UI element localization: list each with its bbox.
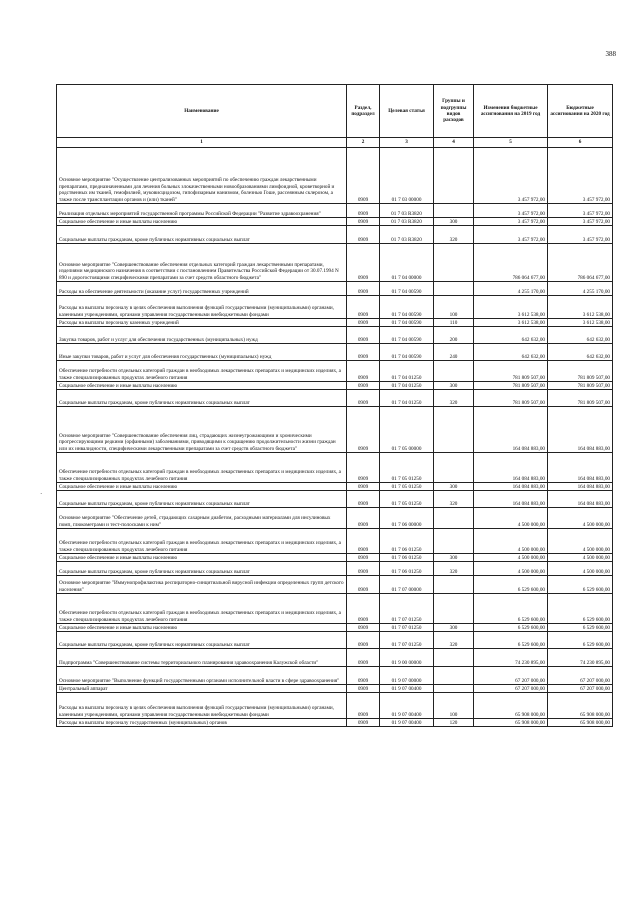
table-row [57, 649, 613, 667]
row-amount-2020: 3 612 538,00 [548, 296, 613, 319]
table-body [57, 148, 613, 727]
row-section: 0909 [347, 632, 380, 649]
row-target: 01 7 07 01250 [380, 594, 434, 624]
row-section: 0909 [347, 685, 380, 693]
row-group: 120 [434, 719, 474, 727]
row-section: 0909 [347, 594, 380, 624]
row-name: Социальные выплаты гражданам, кроме публичных нормативных социальных выплат [57, 632, 347, 649]
row-target: 01 7 03 R3820 [380, 218, 434, 226]
row-group: 300 [434, 483, 474, 491]
row-amount-2020: 6 529 600,00 [548, 594, 613, 624]
row-name: Обеспечение потребности отдельных категорий граждан в необходимых лекарственных препаратах и медицинских изделиях, а также специализированных продуктах лечебного питания [57, 453, 347, 483]
row-target: 01 7 05 01250 [380, 453, 434, 483]
row-group [434, 407, 474, 453]
row-amount-2020: 6 529 600,00 [548, 632, 613, 649]
page-number: 388 [605, 50, 616, 58]
row-amount-2020: 3 457 972,00 [548, 226, 613, 244]
row-group: 320 [434, 562, 474, 576]
table-row [57, 491, 613, 508]
row-amount-2020: 3 457 972,00 [548, 204, 613, 218]
row-amount-2019: 4 500 000,00 [474, 508, 548, 529]
row-group: 320 [434, 226, 474, 244]
row-amount-2020: 4 500 000,00 [548, 508, 613, 529]
row-amount-2019: 74 230 895,00 [474, 649, 548, 667]
row-amount-2020: 67 207 000,00 [548, 685, 613, 693]
table-row [57, 685, 613, 693]
row-target: 01 7 05 01250 [380, 483, 434, 491]
row-name: Закупка товаров, работ и услуг для обеспечения государственных (муниципальных) нужд [57, 327, 347, 344]
table-header-row [57, 85, 613, 138]
row-name: Расходы на обеспечение деятельности (оказание услуг) государственных учреждений [57, 282, 347, 296]
table-row [57, 693, 613, 719]
row-section: 0909 [347, 554, 380, 562]
row-group [434, 508, 474, 529]
row-amount-2019: 164 084 883,00 [474, 453, 548, 483]
header-amount-2020: Бюджетные ассигнования на 2020 год [548, 85, 613, 138]
column-number: 5 [474, 138, 548, 148]
row-name: Подпрограмма "Совершенствование системы территориального планирования здравоохранения Калужской области" [57, 649, 347, 667]
header-amount-2019: Изменения бюджетные ассигнования на 2019 год [474, 85, 548, 138]
table-row [57, 319, 613, 327]
row-target: 01 7 06 01250 [380, 554, 434, 562]
header-groups: Группы и подгруппы видов расходов [434, 85, 474, 138]
row-amount-2019: 642 632,00 [474, 327, 548, 344]
row-name: Социальные выплаты гражданам, кроме публичных нормативных социальных выплат [57, 491, 347, 508]
row-group: 320 [434, 491, 474, 508]
row-section: 0909 [347, 344, 380, 361]
row-name: Социальные выплаты гражданам, кроме публичных нормативных социальных выплат [57, 390, 347, 407]
row-target: 01 7 04 00590 [380, 327, 434, 344]
row-target: 01 9 07 00400 [380, 719, 434, 727]
row-amount-2020: 65 908 000,00 [548, 693, 613, 719]
row-amount-2019: 6 529 600,00 [474, 624, 548, 632]
row-group [434, 204, 474, 218]
row-group: 200 [434, 327, 474, 344]
row-amount-2019: 3 612 538,00 [474, 296, 548, 319]
margin-mark: · [40, 490, 43, 498]
row-amount-2020: 164 084 883,00 [548, 483, 613, 491]
row-name: Основное мероприятие "Иммунопрофилактика респираторно-синцитиальной вирусной инфекции определенных групп детского населения" [57, 576, 347, 594]
row-amount-2019: 164 084 883,00 [474, 491, 548, 508]
row-section: 0909 [347, 667, 380, 685]
column-number-row [57, 138, 613, 148]
row-amount-2019: 67 207 000,00 [474, 667, 548, 685]
row-group [434, 685, 474, 693]
row-section: 0909 [347, 491, 380, 508]
row-group: 100 [434, 296, 474, 319]
row-target: 01 7 03 00000 [380, 148, 434, 204]
table-row [57, 204, 613, 218]
row-name: Основное мероприятие "Осуществление централизованных мероприятий по обеспечению граждан лекарственными препаратами, предназначенными для лечения больных злокачественными новообразованиями лимфоидной, кроветворной и родственных им тканей, гемофилией, муковисцидозом, гипофизарным нанизмом, болезнью Гоше, рассеянным склерозом, а также после трансплантации органов и (или) тканей" [57, 148, 347, 204]
row-target: 01 7 04 00590 [380, 344, 434, 361]
row-section: 0909 [347, 508, 380, 529]
row-target: 01 7 06 01250 [380, 529, 434, 554]
row-amount-2020: 4 255 170,00 [548, 282, 613, 296]
row-name: Основное мероприятие "Совершенствование обеспечения лиц, страдающих жизнеугрожающими и хроническими прогрессирующими редкими (орфанными) заболеваниями, приводящими к сокращению продолжительности жизни граждан или их инвалидности, специфическими лекарственными препаратами за счет средств областного бюджета" [57, 407, 347, 453]
row-amount-2020: 164 084 883,00 [548, 491, 613, 508]
header-target: Целевая статья [380, 85, 434, 138]
column-number: 4 [434, 138, 474, 148]
row-name: Основное мероприятие "Совершенствование обеспечения отдельных категорий граждан лекарственными препаратами, изделиями медицинского назначения в соответствии с постановлением Правительства Российской Федерации от 30.07.1994 N 890 и дорогостоящими специфическими препаратами за счет средств областного бюджета" [57, 244, 347, 282]
row-section: 0909 [347, 296, 380, 319]
row-group [434, 361, 474, 382]
table-row [57, 529, 613, 554]
row-amount-2020: 3 457 972,00 [548, 218, 613, 226]
row-amount-2020: 4 500 000,00 [548, 554, 613, 562]
row-target: 01 7 04 01250 [380, 382, 434, 390]
column-number: 2 [347, 138, 380, 148]
row-group [434, 529, 474, 554]
table-row [57, 327, 613, 344]
row-section: 0909 [347, 382, 380, 390]
row-amount-2020: 4 500 000,00 [548, 562, 613, 576]
row-section: 0909 [347, 719, 380, 727]
row-amount-2019: 6 529 600,00 [474, 632, 548, 649]
row-amount-2019: 67 207 000,00 [474, 685, 548, 693]
row-amount-2020: 642 632,00 [548, 327, 613, 344]
row-name: Социальное обеспечение и иные выплаты населению [57, 554, 347, 562]
row-section: 0909 [347, 327, 380, 344]
row-section: 0909 [347, 453, 380, 483]
row-group [434, 282, 474, 296]
table-row [57, 148, 613, 204]
table-row [57, 632, 613, 649]
column-number: 6 [548, 138, 613, 148]
table-row [57, 508, 613, 529]
row-section: 0909 [347, 529, 380, 554]
row-name: Социальные выплаты гражданам, кроме публичных нормативных социальных выплат [57, 226, 347, 244]
row-amount-2020: 6 529 600,00 [548, 624, 613, 632]
row-section: 0909 [347, 562, 380, 576]
row-amount-2020: 6 529 600,00 [548, 576, 613, 594]
row-name: Расходы на выплаты персоналу государственных (муниципальных) органов [57, 719, 347, 727]
row-amount-2019: 642 632,00 [474, 344, 548, 361]
row-name: Социальное обеспечение и иные выплаты населению [57, 483, 347, 491]
row-name: Расходы на выплаты персоналу казенных учреждений [57, 319, 347, 327]
row-target: 01 7 05 00000 [380, 407, 434, 453]
row-target: 01 7 04 01250 [380, 390, 434, 407]
row-section: 0909 [347, 148, 380, 204]
row-group [434, 667, 474, 685]
row-amount-2020: 65 908 000,00 [548, 719, 613, 727]
row-amount-2019: 4 500 000,00 [474, 529, 548, 554]
row-target: 01 7 07 01250 [380, 632, 434, 649]
row-amount-2020: 164 084 883,00 [548, 407, 613, 453]
row-section: 0909 [347, 649, 380, 667]
row-section: 0909 [347, 282, 380, 296]
row-amount-2019: 786 064 677,00 [474, 244, 548, 282]
row-target: 01 9 07 00000 [380, 667, 434, 685]
table-row [57, 576, 613, 594]
row-name: Расходы на выплаты персоналу в целях обеспечения выполнения функций государственными (муниципальными) органами, казенными учреждениями, органами управления государственными внебюджетными фондами [57, 693, 347, 719]
table-row [57, 244, 613, 282]
row-amount-2019: 164 084 883,00 [474, 483, 548, 491]
row-target: 01 9 07 00400 [380, 685, 434, 693]
row-group [434, 244, 474, 282]
row-target: 01 9 07 00400 [380, 693, 434, 719]
row-group: 300 [434, 624, 474, 632]
table-row [57, 562, 613, 576]
row-group: 320 [434, 390, 474, 407]
row-amount-2020: 781 809 507,00 [548, 382, 613, 390]
row-target: 01 7 04 00590 [380, 296, 434, 319]
row-group: 300 [434, 554, 474, 562]
row-amount-2019: 6 529 600,00 [474, 576, 548, 594]
row-section: 0909 [347, 244, 380, 282]
table-row [57, 719, 613, 727]
row-section: 0909 [347, 483, 380, 491]
row-group: 240 [434, 344, 474, 361]
row-amount-2020: 74 230 895,00 [548, 649, 613, 667]
row-amount-2019: 65 908 000,00 [474, 719, 548, 727]
row-target: 01 7 04 01250 [380, 361, 434, 382]
row-section: 0909 [347, 319, 380, 327]
row-amount-2019: 781 809 507,00 [474, 390, 548, 407]
table-row [57, 296, 613, 319]
table-row [57, 226, 613, 244]
row-name: Социальное обеспечение и иные выплаты населению [57, 218, 347, 226]
row-target: 01 7 07 01250 [380, 624, 434, 632]
row-target: 01 7 06 01250 [380, 562, 434, 576]
table-row [57, 382, 613, 390]
row-amount-2019: 65 908 000,00 [474, 693, 548, 719]
row-amount-2019: 6 529 600,00 [474, 594, 548, 624]
row-section: 0909 [347, 624, 380, 632]
row-name: Обеспечение потребности отдельных категорий граждан в необходимых лекарственных препаратах и медицинских изделиях, а также специализированных продуктах лечебного питания [57, 529, 347, 554]
row-group: 300 [434, 382, 474, 390]
row-target: 01 7 06 00000 [380, 508, 434, 529]
row-name: Социальное обеспечение и иные выплаты населению [57, 382, 347, 390]
row-amount-2019: 164 084 883,00 [474, 407, 548, 453]
row-section: 0909 [347, 576, 380, 594]
row-name: Обеспечение потребности отдельных категорий граждан в необходимых лекарственных препаратах и медицинских изделиях, а также специализированных продуктах лечебного питания [57, 361, 347, 382]
row-section: 0909 [347, 361, 380, 382]
row-amount-2019: 3 612 538,00 [474, 319, 548, 327]
row-amount-2020: 781 809 507,00 [548, 390, 613, 407]
row-amount-2020: 786 064 677,00 [548, 244, 613, 282]
row-group [434, 148, 474, 204]
row-amount-2019: 781 809 507,00 [474, 382, 548, 390]
header-section: Раздел, подраздел [347, 85, 380, 138]
table-row [57, 344, 613, 361]
row-amount-2020: 4 500 000,00 [548, 529, 613, 554]
row-name: Реализация отдельных мероприятий государственной программы Российской Федерации "Развитие здравоохранения" [57, 204, 347, 218]
budget-table [56, 84, 613, 727]
table-row [57, 407, 613, 453]
table-row [57, 390, 613, 407]
row-target: 01 7 04 00000 [380, 244, 434, 282]
table-row [57, 361, 613, 382]
row-amount-2019: 781 809 507,00 [474, 361, 548, 382]
column-number: 3 [380, 138, 434, 148]
row-group [434, 453, 474, 483]
row-group: 110 [434, 319, 474, 327]
row-section: 0909 [347, 204, 380, 218]
row-amount-2020: 67 207 000,00 [548, 667, 613, 685]
row-name: Социальное обеспечение и иные выплаты населению [57, 624, 347, 632]
row-group: 300 [434, 218, 474, 226]
table-row [57, 282, 613, 296]
row-group: 100 [434, 693, 474, 719]
row-target: 01 7 04 00590 [380, 282, 434, 296]
row-target: 01 7 05 01250 [380, 491, 434, 508]
table-row [57, 667, 613, 685]
row-amount-2019: 4 500 000,00 [474, 554, 548, 562]
row-target: 01 7 03 R3820 [380, 226, 434, 244]
row-group [434, 649, 474, 667]
header-name: Наименование [57, 85, 347, 138]
row-amount-2020: 3 612 538,00 [548, 319, 613, 327]
row-amount-2019: 4 500 000,00 [474, 562, 548, 576]
row-name: Расходы на выплаты персоналу в целях обеспечения выполнения функций государственными (муниципальными) органами, казенными учреждениями, органами управления государственными внебюджетными фондами [57, 296, 347, 319]
row-amount-2020: 642 632,00 [548, 344, 613, 361]
table-row [57, 218, 613, 226]
row-group: 320 [434, 632, 474, 649]
row-target: 01 7 07 00000 [380, 576, 434, 594]
table-row [57, 624, 613, 632]
row-amount-2020: 3 457 972,00 [548, 148, 613, 204]
row-amount-2019: 4 255 170,00 [474, 282, 548, 296]
row-amount-2019: 3 457 972,00 [474, 148, 548, 204]
row-target: 01 7 03 R3820 [380, 204, 434, 218]
row-amount-2020: 164 084 883,00 [548, 453, 613, 483]
column-number: 1 [57, 138, 347, 148]
row-name: Центральный аппарат [57, 685, 347, 693]
row-amount-2019: 3 457 972,00 [474, 218, 548, 226]
row-name: Основное мероприятие "Выполнение функций государственными органами исполнительной власти в сфере здравоохранения" [57, 667, 347, 685]
row-section: 0909 [347, 218, 380, 226]
table-row [57, 554, 613, 562]
row-group [434, 594, 474, 624]
table-row [57, 483, 613, 491]
row-section: 0909 [347, 407, 380, 453]
row-amount-2019: 3 457 972,00 [474, 204, 548, 218]
row-section: 0909 [347, 390, 380, 407]
row-target: 01 9 00 00000 [380, 649, 434, 667]
row-section: 0909 [347, 226, 380, 244]
row-name: Обеспечение потребности отдельных категорий граждан в необходимых лекарственных препаратах и медицинских изделиях, а также специализированных продуктах лечебного питания [57, 594, 347, 624]
row-amount-2020: 781 809 507,00 [548, 361, 613, 382]
row-group [434, 576, 474, 594]
row-target: 01 7 04 00590 [380, 319, 434, 327]
row-section: 0909 [347, 693, 380, 719]
row-name: Иные закупки товаров, работ и услуг для обеспечения государственных (муниципальных) нужд [57, 344, 347, 361]
row-amount-2019: 3 457 972,00 [474, 226, 548, 244]
row-name: Социальные выплаты гражданам, кроме публичных нормативных социальных выплат [57, 562, 347, 576]
table-row [57, 453, 613, 483]
row-name: Основное мероприятие "Обеспечение детей, страдающих сахарным диабетом, расходными материалами для инсулиновых помп, глюкометрами и тест-полосками к ним" [57, 508, 347, 529]
table-row [57, 594, 613, 624]
